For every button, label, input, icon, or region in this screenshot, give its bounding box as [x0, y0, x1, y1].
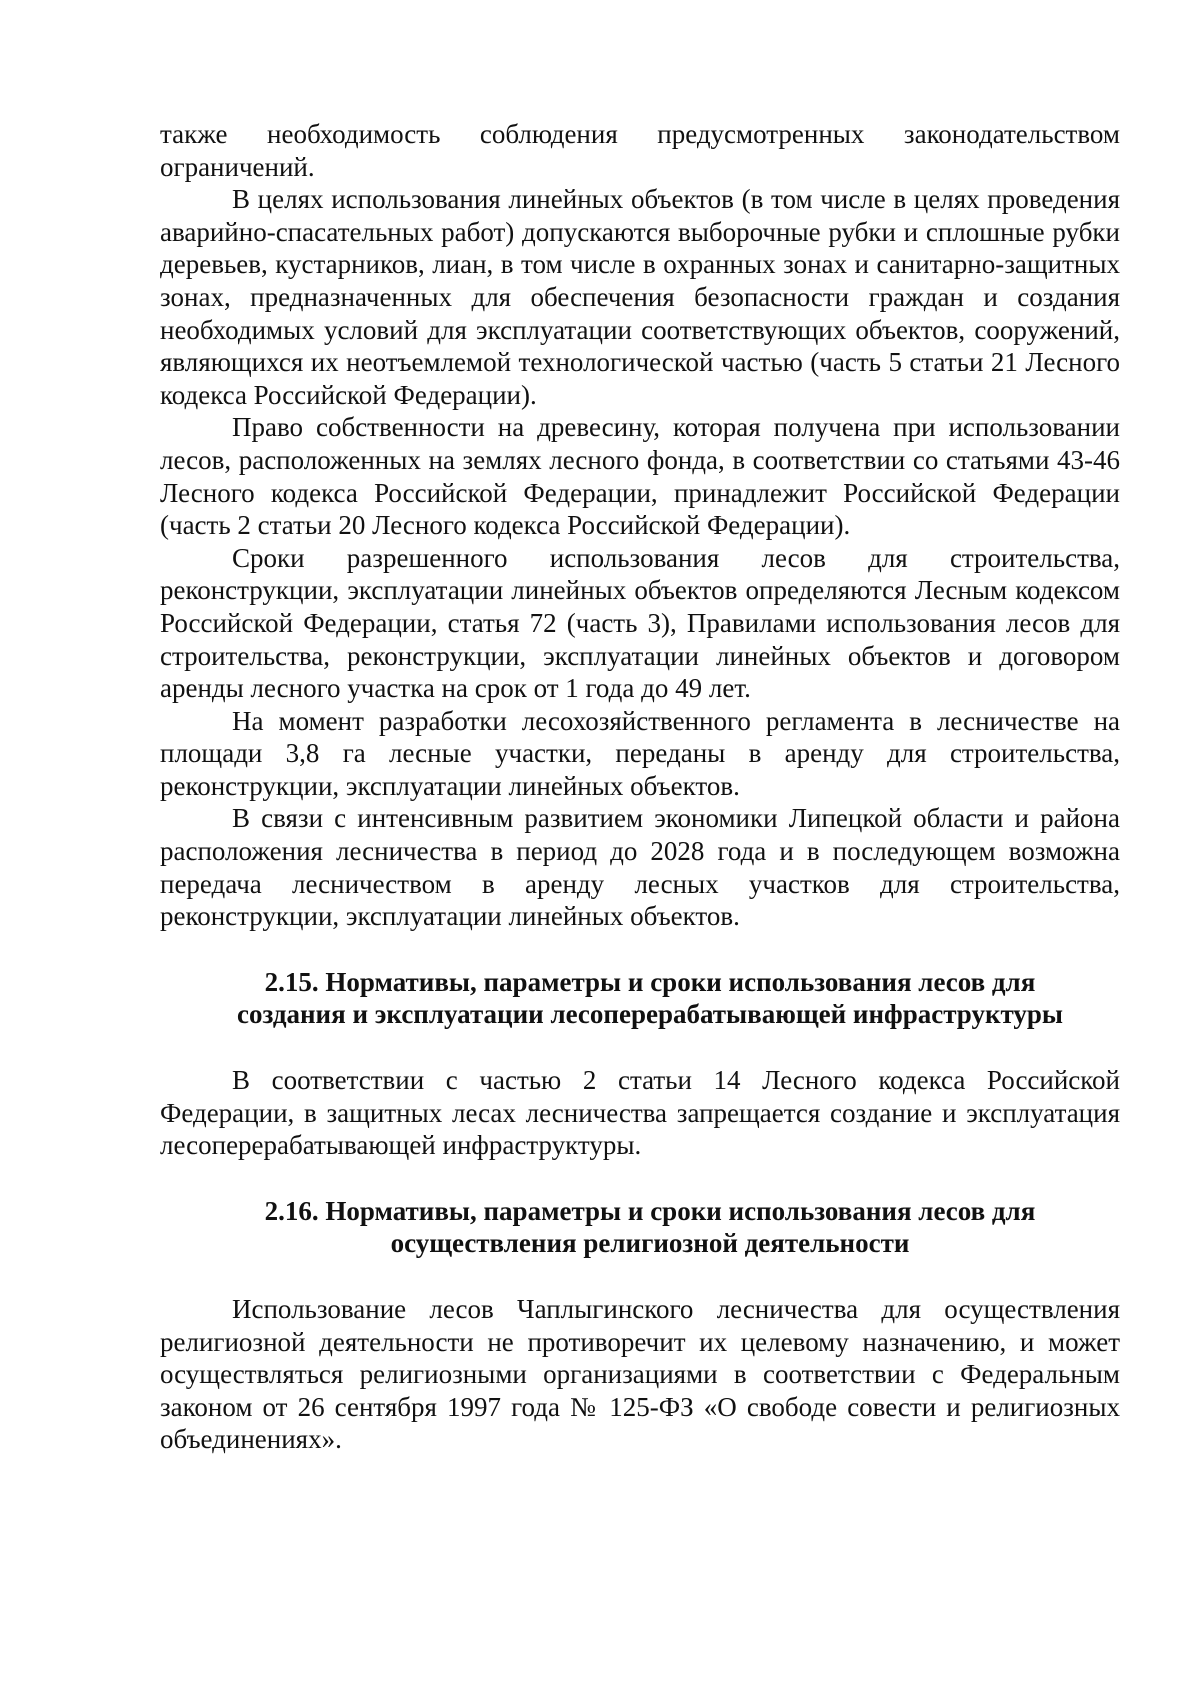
paragraph-usage-terms: Сроки разрешенного использования лесов для строительства, реконструкции, эксплуатации линейных объектов определяются Лесным кодексом Российской Федерации, статья 72 (часть 3), Правилами использования лесов для строительства, реконструкции, эксплуатации линейных объектов и договором аренды лесного участка на срок от 1 года до 49 лет.: [160, 542, 1120, 704]
paragraph-wood-ownership: Право собственности на древесину, которая получена при использовании лесов, расположенных на землях лесного фонда, в соответствии со статьями 43-46 Лесного кодекса Российской Федерации, принадлежит Российской Федерации (часть 2 статьи 20 Лесного кодекса Российской Федерации).: [160, 412, 1120, 541]
paragraph-processing-infrastructure: В соответствии с частью 2 статьи 14 Лесного кодекса Российской Федерации, в защитных лесах лесничества запрещается создание и эксплуатация лесоперерабатывающей инфраструктуры.: [160, 1065, 1120, 1161]
section-heading-2-15-line2: создания и эксплуатации лесоперерабатывающей инфраструктуры: [236, 999, 1064, 1030]
section-heading-2-16-line2: осуществления религиозной деятельности: [390, 1228, 910, 1259]
section-heading-2-16-line1: 2.16. Нормативы, параметры и сроки использования лесов для: [264, 1195, 1036, 1226]
paragraph-linear-objects-felling: В целях использования линейных объектов (в том числе в целях проведения аварийно-спасательных работ) допускаются выборочные рубки и сплошные рубки деревьев, кустарников, лиан, в том числе в охранных зонах и санитарно-защитных зонах, предназначенных для обеспечения безопасности граждан и создания необходимых условий для эксплуатации соответствующих объектов, сооружений, являющихся их неотъемлемой технологической частью (часть 5 статьи 21 Лесного кодекса Российской Федерации).: [160, 184, 1120, 410]
paragraph-development-outlook: В связи с интенсивным развитием экономики Липецкой области и района расположения лесничества в период до 2028 года и в последующем возможна передача лесничеством в аренду лесных участков для строительства, реконструкции, эксплуатации линейных объектов.: [160, 803, 1120, 932]
section-heading-2-15: [160, 966, 1120, 1031]
spacer: [160, 933, 1120, 966]
spacer: [160, 1031, 1120, 1064]
paragraph-leased-area: На момент разработки лесохозяйственного регламента в лесничестве на площади 3,8 га лесные участки, переданы в аренду для строительства, реконструкции, эксплуатации линейных объектов.: [160, 705, 1120, 801]
document-page: [160, 118, 1120, 1456]
spacer: [160, 1260, 1120, 1293]
section-heading-2-15-line1: 2.15. Нормативы, параметры и сроки использования лесов для: [264, 966, 1036, 997]
section-heading-2-16: [160, 1195, 1120, 1260]
paragraph-continuation: также необходимость соблюдения предусмотренных законодательством ограничений.: [160, 119, 1120, 182]
paragraph-religious-activity: Использование лесов Чаплыгинского лесничества для осуществления религиозной деятельности не противоречит их целевому назначению, и может осуществляться религиозными организациями в соответствии с Федеральным законом от 26 сентября 1997 года № 125-ФЗ «О свободе совести и религиозных объединениях».: [160, 1294, 1120, 1455]
spacer: [160, 1162, 1120, 1195]
